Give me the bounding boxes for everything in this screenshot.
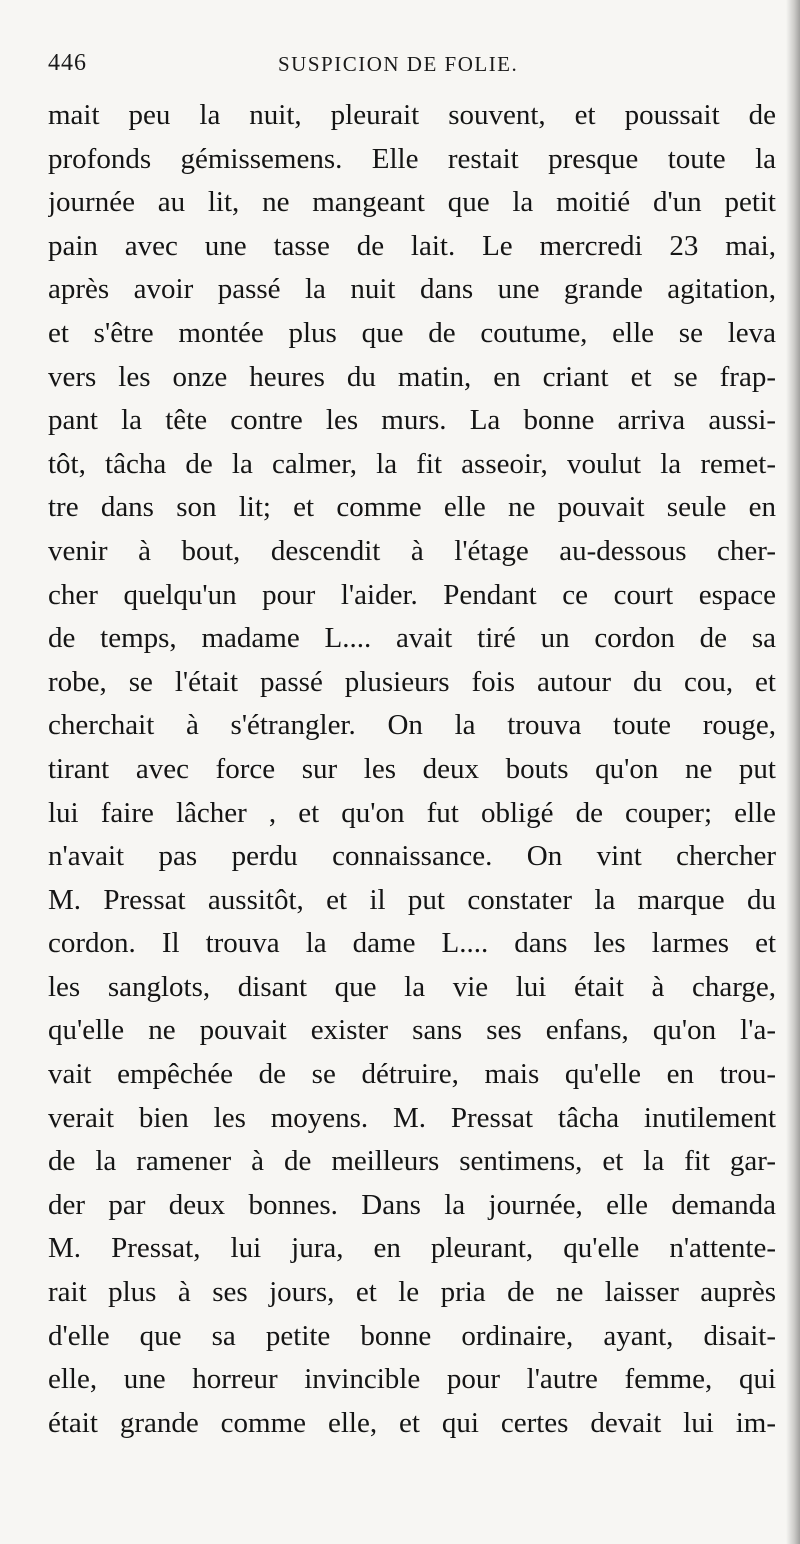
text-line: der par deux bonnes. Dans la journée, elle demanda bbox=[48, 1188, 776, 1221]
text-line: de temps, madame L.... avait tiré un cordon de sa bbox=[48, 622, 776, 655]
text-line: après avoir passé la nuit dans une grande agitation, bbox=[48, 273, 776, 306]
text-line: mait peu la nuit, pleurait souvent, et poussait de bbox=[48, 99, 776, 131]
text-line: cherchait à s'étrangler. On la trouva toute rouge, bbox=[48, 709, 776, 742]
text-line: venir à bout, descendit à l'étage au-dessous cher- bbox=[48, 534, 776, 567]
text-line: verait bien les moyens. M. Pressat tâcha inutilement bbox=[48, 1101, 776, 1134]
text-line: était grande comme elle, et qui certes devait lui im- bbox=[48, 1406, 776, 1439]
text-line: pain avec une tasse de lait. Le mercredi 23 mai, bbox=[48, 229, 776, 262]
page-edge-shadow bbox=[786, 0, 800, 1544]
page-number: 446 bbox=[48, 50, 87, 76]
text-line: cher quelqu'un pour l'aider. Pendant ce court espace bbox=[48, 578, 776, 611]
text-line: M. Pressat, lui jura, en pleurant, qu'elle n'attente- bbox=[48, 1232, 776, 1265]
text-line: robe, se l'était passé plusieurs fois autour du cou, et bbox=[48, 665, 776, 698]
text-line: tirant avec force sur les deux bouts qu'on ne put bbox=[48, 752, 776, 785]
text-line: cordon. Il trouva la dame L.... dans les larmes et bbox=[48, 927, 776, 960]
text-line: et s'être montée plus que de coutume, elle se leva bbox=[48, 316, 776, 349]
text-line: journée au lit, ne mangeant que la moitié d'un petit bbox=[48, 186, 776, 219]
text-line: tôt, tâcha de la calmer, la fit asseoir, voulut la remet- bbox=[48, 447, 776, 480]
text-line: tre dans son lit; et comme elle ne pouvait seule en bbox=[48, 491, 776, 524]
text-line: rait plus à ses jours, et le pria de ne laisser auprès bbox=[48, 1276, 776, 1309]
running-title: SUSPICION DE FOLIE. bbox=[278, 52, 519, 76]
page-header bbox=[48, 50, 788, 86]
text-line: M. Pressat aussitôt, et il put constater la marque du bbox=[48, 883, 776, 916]
body-text bbox=[48, 94, 776, 1445]
text-line: vers les onze heures du matin, en criant et se frap- bbox=[48, 360, 776, 393]
text-line: de la ramener à de meilleurs sentimens, et la fit gar- bbox=[48, 1145, 776, 1178]
text-line: lui faire lâcher , et qu'on fut obligé de couper; elle bbox=[48, 796, 776, 829]
text-line: elle, une horreur invincible pour l'autre femme, qui bbox=[48, 1363, 776, 1396]
text-line: d'elle que sa petite bonne ordinaire, ayant, disait- bbox=[48, 1319, 776, 1352]
text-line: profonds gémissemens. Elle restait presque toute la bbox=[48, 142, 776, 175]
text-line: les sanglots, disant que la vie lui était à charge, bbox=[48, 970, 776, 1003]
text-line: pant la tête contre les murs. La bonne arriva aussi- bbox=[48, 404, 776, 437]
text-line: vait empêchée de se détruire, mais qu'elle en trou- bbox=[48, 1058, 776, 1091]
text-line: n'avait pas perdu connaissance. On vint chercher bbox=[48, 840, 776, 873]
text-line: qu'elle ne pouvait exister sans ses enfans, qu'on l'a- bbox=[48, 1014, 776, 1047]
